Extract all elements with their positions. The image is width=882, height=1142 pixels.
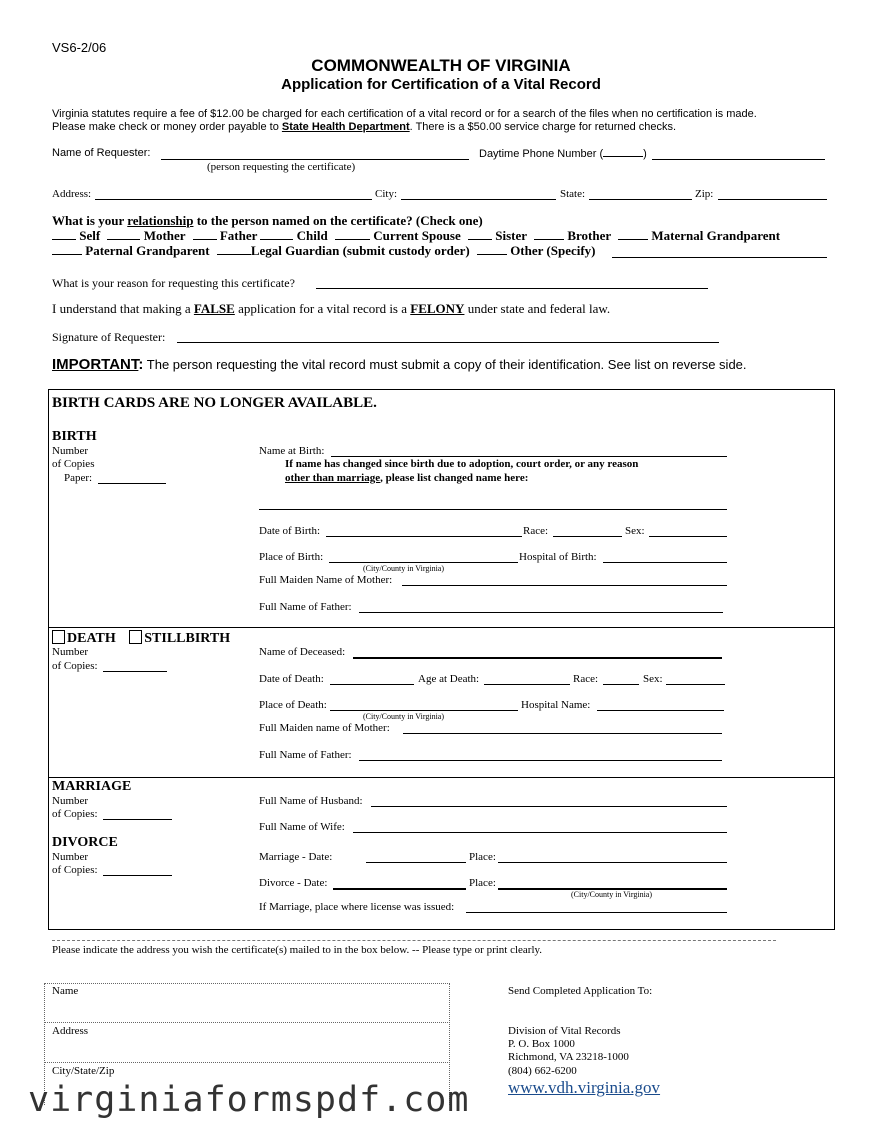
city-field[interactable] [401,199,556,200]
divorce-copies-label: of Copies: [52,864,98,876]
payment-notice: Please make check or money order payable to State Health Department. There is a $50.00 service charge for returned checks. [52,121,677,133]
death-father-field[interactable] [359,760,722,761]
city-label: City: [375,188,398,200]
wife-field[interactable] [353,832,727,833]
watermark-text: virginiaformspdf.com [28,1080,470,1120]
changed-name-field[interactable] [259,509,727,510]
felony-statement: I understand that making a FALSE application for a vital record is a FELONY under state and federal law. [52,301,611,316]
other-specify-field[interactable] [612,257,827,258]
page-title: COMMONWEALTH OF VIRGINIA [311,56,571,75]
name-at-birth-label: Name at Birth: [259,445,325,457]
checkline-brother[interactable] [534,229,564,240]
signature-field[interactable] [177,342,719,343]
death-copies-label: of Copies: [52,660,98,672]
mailing-name-label: Name [52,985,79,997]
checkline-child[interactable] [260,229,293,240]
requester-name-field[interactable] [161,159,469,160]
checkline-paternal-grandparent[interactable] [52,244,82,255]
option-brother: Brother [567,228,611,243]
page-subtitle: Application for Certification of a Vital Record [281,76,601,93]
birth-cards-notice: BIRTH CARDS ARE NO LONGER AVAILABLE. [52,395,377,411]
divorce-title: DIVORCE [52,835,118,850]
marriage-number-label: Number [52,795,89,807]
hospital-of-birth-label: Hospital of Birth: [519,551,597,563]
birth-race-label: Race: [523,525,549,537]
death-sex-label: Sex: [643,673,663,685]
birth-paper-label: Paper: [64,472,93,484]
checkline-father[interactable] [193,229,217,240]
birth-paper-copies-field[interactable] [98,483,166,484]
divorce-number-label: Number [52,851,89,863]
death-checkbox[interactable] [52,630,65,644]
wife-label: Full Name of Wife: [259,821,345,833]
husband-field[interactable] [371,806,727,807]
option-legal-guardian: Legal Guardian (submit custody order) [250,243,470,258]
divorce-place-label: Place: [469,877,496,889]
stillbirth-checkbox[interactable] [129,630,142,644]
option-mother: Mother [143,228,186,243]
address-field[interactable] [95,199,372,200]
death-race-field[interactable] [603,684,639,685]
relationship-row-1 [52,228,780,244]
state-field[interactable] [589,199,692,200]
deceased-field[interactable] [353,657,722,659]
stillbirth-label: STILLBIRTH [144,631,231,646]
name-at-birth-field[interactable] [331,456,727,457]
name-change-note-2: other than marriage, please list changed name here: [285,472,529,484]
option-paternal-grandparent: Paternal Grandparent [85,243,210,258]
phone-label: Daytime Phone Number ( ) [479,148,647,160]
checkline-sister[interactable] [468,229,492,240]
send-to-line-1: Division of Vital Records [508,1025,621,1037]
payee-name: State Health Department [281,121,410,133]
requester-name-hint: (person requesting the certificate) [207,161,356,173]
mailing-divider-2 [44,1062,450,1063]
area-code-field[interactable] [603,147,643,157]
birth-father-field[interactable] [359,612,723,613]
marriage-copies-field[interactable] [103,819,172,820]
address-label: Address: [52,188,92,200]
mailing-address-field[interactable] [46,1026,448,1060]
send-to-phone: (804) 662-6200 [508,1065,577,1077]
marriage-title: MARRIAGE [52,779,132,794]
birth-race-field[interactable] [553,536,622,537]
birth-title: BIRTH [52,429,97,444]
death-section [48,627,835,778]
death-maiden-mother-field[interactable] [403,733,722,734]
birth-maiden-mother-label: Full Maiden Name of Mother: [259,574,393,586]
checkline-legal-guardian[interactable] [217,244,251,255]
death-checkbox-row [52,630,230,647]
hospital-name-label: Hospital Name: [521,699,591,711]
dob-field[interactable] [326,536,522,537]
checkline-other[interactable] [477,244,507,255]
death-city-county-hint: (City/County in Virginia) [363,712,445,721]
deceased-label: Name of Deceased: [259,646,346,658]
age-at-death-field[interactable] [484,684,570,685]
place-of-death-label: Place of Death: [259,699,327,711]
reason-label: What is your reason for requesting this certificate? [52,276,295,290]
option-other: Other (Specify) [510,243,596,258]
death-label: DEATH [67,631,116,646]
fee-notice: Virginia statutes require a fee of $12.00 be charged for each certification of a vital record or for a search of the files when no certification is made. [52,108,757,120]
zip-label: Zip: [695,188,714,200]
age-at-death-label: Age at Death: [418,673,480,685]
send-to-line-3: Richmond, VA 23218-1000 [508,1051,629,1063]
mailing-instruction: Please indicate the address you wish the certificate(s) mailed to in the box below. -- Please type or print clearly. [52,944,543,956]
dod-label: Date of Death: [259,673,324,685]
birth-maiden-mother-field[interactable] [402,585,727,586]
name-change-note: If name has changed since birth due to adoption, court order, or any reason [285,458,639,470]
checkline-maternal-grandparent[interactable] [618,229,648,240]
death-race-label: Race: [573,673,599,685]
form-id: VS6-2/06 [52,40,107,55]
marriage-place-field[interactable] [498,862,727,863]
option-self: Self [79,228,101,243]
option-father: Father [219,228,258,243]
divorce-date-label: Divorce - Date: [259,877,328,889]
important-notice: IMPORTANT: The person requesting the vital record must submit a copy of their identification. See list on reverse side. [52,356,747,373]
death-father-label: Full Name of Father: [259,749,352,761]
zip-field[interactable] [718,199,827,200]
license-place-label: If Marriage, place where license was issued: [259,901,455,913]
send-to-label: Send Completed Application To: [508,985,653,997]
reason-field[interactable] [316,288,708,289]
place-of-birth-field[interactable] [329,562,518,563]
hospital-name-field[interactable] [597,710,724,711]
dob-label: Date of Birth: [259,525,321,537]
birth-city-county-hint: (City/County in Virginia) [363,564,445,573]
mailing-divider-1 [44,1022,450,1023]
checkline-spouse[interactable] [335,229,370,240]
relationship-question: What is your relationship to the person named on the certificate? (Check one) [52,213,483,228]
husband-label: Full Name of Husband: [259,795,363,807]
mailing-address-label: Address [52,1025,89,1037]
birth-sex-field[interactable] [649,536,727,537]
mailing-name-field[interactable] [46,986,448,1020]
dod-field[interactable] [330,684,414,685]
death-copies-field[interactable] [103,671,167,672]
requester-name-label: Name of Requester: [52,147,151,159]
mailing-city-state-zip-label: City/State/Zip [52,1065,115,1077]
marriage-copies-label: of Copies: [52,808,98,820]
signature-label: Signature of Requester: [52,330,166,344]
marriage-date-field[interactable] [366,862,466,863]
birth-number-label: Number [52,445,89,457]
birth-copies-label: of Copies [52,458,95,470]
death-number-label: Number [52,646,89,658]
place-of-birth-label: Place of Birth: [259,551,324,563]
separator-line [52,940,776,941]
birth-father-label: Full Name of Father: [259,601,352,613]
phone-field[interactable] [652,159,825,160]
option-sister: Sister [495,228,527,243]
divorce-date-field[interactable] [333,888,466,890]
license-place-field[interactable] [466,912,727,913]
birth-sex-label: Sex: [625,525,645,537]
marriage-date-label: Marriage - Date: [259,851,333,863]
relationship-row-2 [52,243,596,259]
state-label: State: [560,188,586,200]
checkline-self[interactable] [52,229,76,240]
death-sex-field[interactable] [666,684,725,685]
website-link[interactable]: www.vdh.virginia.gov [508,1078,661,1097]
option-child: Child [296,228,328,243]
marriage-place-label: Place: [469,851,496,863]
divorce-copies-field[interactable] [103,875,172,876]
death-maiden-mother-label: Full Maiden name of Mother: [259,722,390,734]
checkline-mother[interactable] [107,229,140,240]
hospital-of-birth-field[interactable] [603,562,727,563]
option-current-spouse: Current Spouse [373,228,461,243]
place-of-death-field[interactable] [330,710,518,711]
option-maternal-grandparent: Maternal Grandparent [651,228,781,243]
marriage-city-county-hint: (City/County in Virginia) [571,890,653,899]
send-to-line-2: P. O. Box 1000 [508,1038,575,1050]
